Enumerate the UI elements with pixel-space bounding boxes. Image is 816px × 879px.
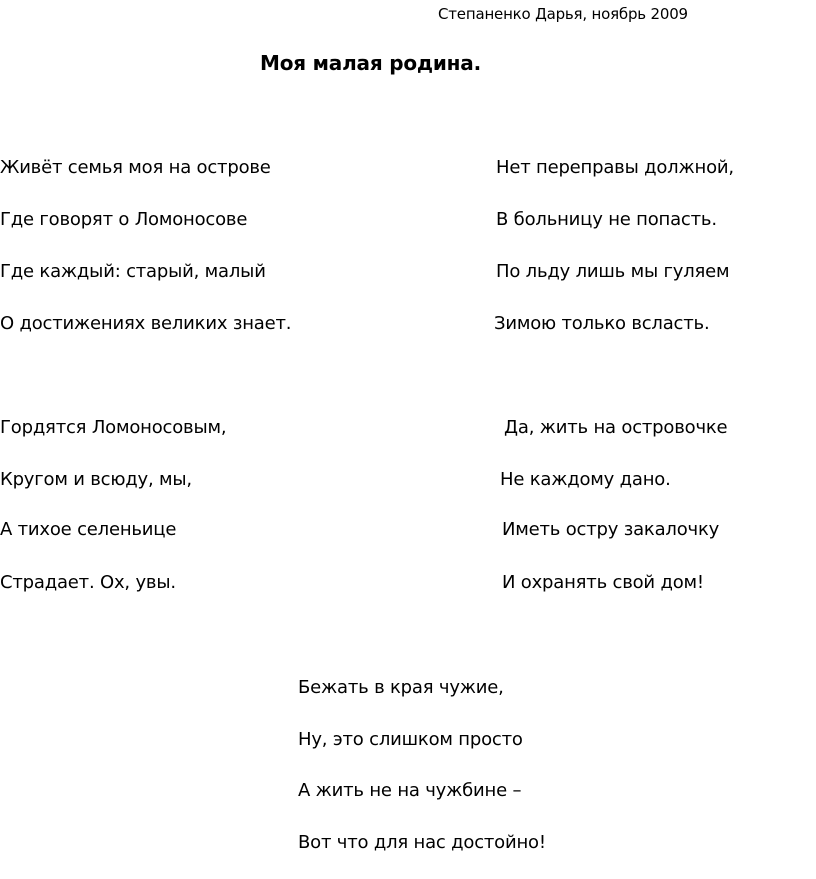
author-line: Степаненко Дарья, ноябрь 2009 [438,5,688,23]
stanza2-left-line-2: Кругом и всюду, мы, [0,469,192,490]
stanza1-left-line-3: Где каждый: старый, малый [0,261,266,282]
stanza2-right-line-2: Не каждому дано. [500,469,671,490]
stanza1-right-line-3: По льду лишь мы гуляем [496,261,730,282]
poem-title: Моя малая родина. [260,51,481,75]
stanza3-line-3: А жить не на чужбине – [298,780,522,801]
stanza2-left-line-1: Гордятся Ломоносовым, [0,417,227,438]
stanza3-line-4: Вот что для нас достойно! [298,832,546,853]
stanza2-right-line-3: Иметь остру закалочку [502,519,720,540]
stanza1-right-line-1: Нет переправы должной, [496,157,734,178]
stanza1-right-line-2: В больницу не попасть. [496,209,717,230]
stanza2-right-line-1: Да, жить на островочке [504,417,728,438]
stanza3-line-1: Бежать в края чужие, [298,677,504,698]
stanza1-left-line-4: О достижениях великих знает. [0,313,292,334]
stanza2-left-line-4: Страдает. Ох, увы. [0,572,176,593]
stanza3-line-2: Ну, это слишком просто [298,729,523,750]
stanza1-right-line-4: Зимою только всласть. [494,313,710,334]
stanza2-left-line-3: А тихое селеньице [0,519,177,540]
stanza2-right-line-4: И охранять свой дом! [502,572,704,593]
stanza1-left-line-2: Где говорят о Ломоносове [0,209,248,230]
stanza1-left-line-1: Живёт семья моя на острове [0,157,271,178]
